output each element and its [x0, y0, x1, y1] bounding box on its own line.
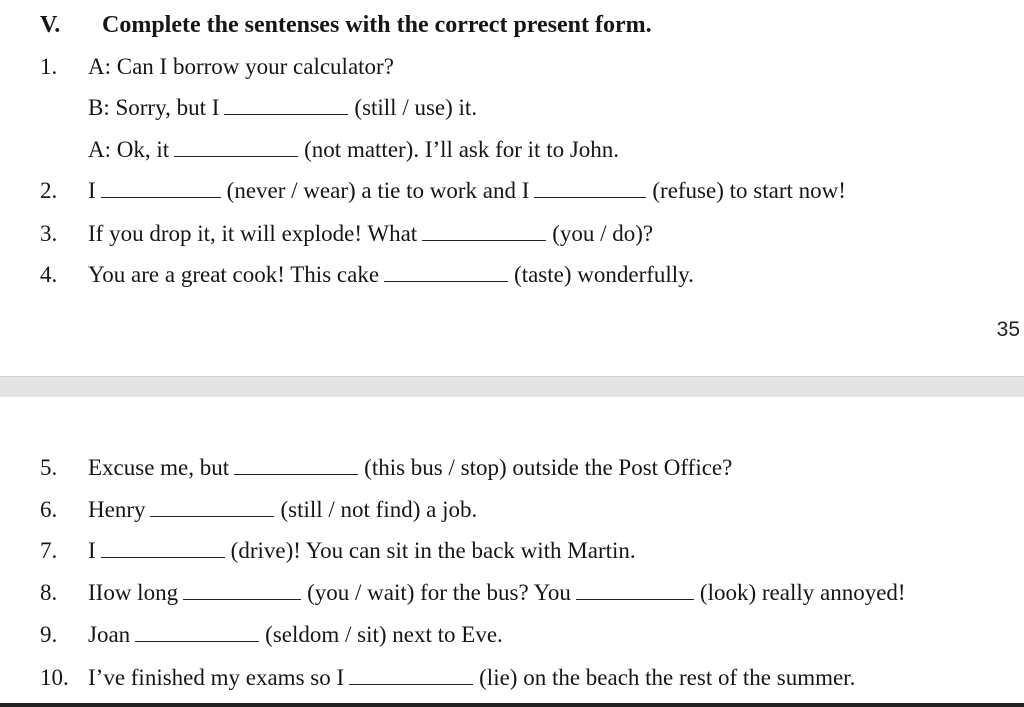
answer-blank[interactable] [174, 136, 298, 157]
text-after: (taste) wonderfully. [514, 262, 694, 287]
text-before: Henry [88, 497, 146, 522]
text-before: Excuse me, but [88, 455, 230, 480]
text-before: If you drop it, it will explode! What [88, 221, 418, 246]
exercise-item-9 [88, 621, 503, 649]
item-number: 4. [40, 262, 58, 287]
text-after: (this bus / stop) outside the Post Office? [364, 455, 733, 480]
answer-blank[interactable] [224, 94, 348, 115]
text-after: (refuse) to start now! [652, 178, 846, 203]
text-before: I [88, 538, 96, 563]
text-before: IIow long [88, 580, 179, 605]
item-number: 9. [40, 622, 58, 647]
bottom-rule [0, 703, 1024, 707]
text-after: (still / not find) a job. [280, 497, 478, 522]
exercise-item-5 [88, 454, 732, 482]
exercise-item-10 [88, 664, 855, 692]
text-before: A: Ok, it [88, 137, 170, 162]
answer-blank[interactable] [135, 621, 259, 642]
section-title: Complete the sentenses with the correct present form. [102, 12, 652, 38]
answer-blank[interactable] [183, 579, 301, 600]
text-after: (lie) on the beach the rest of the summer. [479, 665, 856, 690]
item-number: 1. [40, 54, 58, 79]
exercise-item-2 [88, 177, 846, 205]
answer-blank[interactable] [101, 537, 225, 558]
item-number: 6. [40, 497, 58, 522]
text-before: I [88, 178, 96, 203]
item-number: 2. [40, 178, 58, 203]
answer-blank[interactable] [150, 496, 274, 517]
text-middle: (you / wait) for the bus? You [307, 580, 571, 605]
text-after: (look) really annoyed! [699, 580, 906, 605]
item-number: 3. [40, 221, 58, 246]
section-numeral: V. [40, 12, 61, 38]
dialogue-line-b [88, 94, 477, 122]
answer-blank[interactable] [234, 454, 358, 475]
worksheet-page-lower [0, 397, 1024, 703]
exercise-item-4 [88, 261, 694, 289]
exercise-item-3 [88, 220, 653, 248]
dialogue-line-a1: A: Can I borrow your calculator? [88, 54, 394, 79]
text-after: (not matter). I’ll ask for it to John. [304, 137, 620, 162]
item-number: 10. [40, 665, 69, 690]
answer-blank[interactable] [534, 177, 646, 198]
answer-blank[interactable] [576, 579, 694, 600]
text-after: (still / use) it. [354, 95, 478, 120]
answer-blank[interactable] [422, 220, 546, 241]
item-number: 7. [40, 538, 58, 563]
text-middle: (never / wear) a tie to work and I [226, 178, 530, 203]
answer-blank[interactable] [101, 177, 221, 198]
text-after: (drive)! You can sit in the back with Martin. [230, 538, 636, 563]
text-before: I’ve finished my exams so I [88, 665, 345, 690]
item-number: 5. [40, 455, 58, 480]
text-after: (seldom / sit) next to Eve. [265, 622, 503, 647]
text-before: You are a great cook! This cake [88, 262, 380, 287]
answer-blank[interactable] [384, 261, 508, 282]
exercise-item-6 [88, 496, 477, 524]
text-before: Joan [88, 622, 131, 647]
exercise-item-7 [88, 537, 636, 565]
exercise-item-8 [88, 579, 906, 607]
text-after: (you / do)? [552, 221, 654, 246]
item-number: 8. [40, 580, 58, 605]
answer-blank[interactable] [349, 664, 473, 685]
dialogue-line-a2 [88, 136, 619, 164]
page-gap [0, 376, 1024, 398]
page-number: 35 [996, 318, 1020, 341]
text-before: B: Sorry, but I [88, 95, 220, 120]
